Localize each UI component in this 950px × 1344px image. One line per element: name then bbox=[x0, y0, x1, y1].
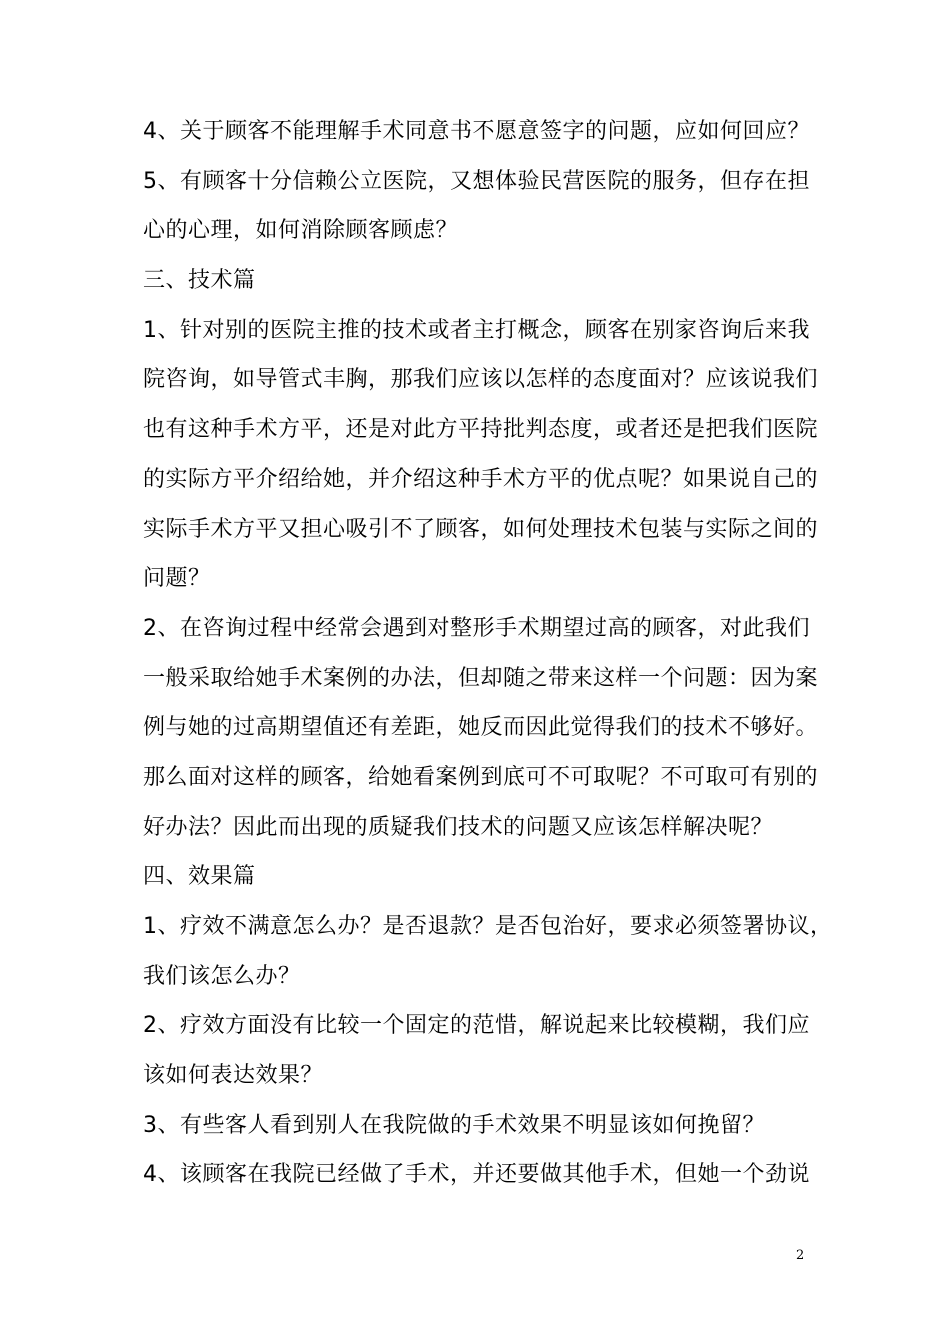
text-line: 那么面对这样的顾客，给她看案例到底可不可取呢？不可取可有别的 bbox=[143, 764, 819, 790]
text-line: 3、有些客人看到别人在我院做的手术效果不明显该如何挽留？ bbox=[143, 1112, 765, 1138]
page-number: 2 bbox=[796, 1248, 805, 1263]
text-line: 2、在咨询过程中经常会遇到对整形手术期望过高的顾客，对此我们 bbox=[143, 615, 810, 641]
text-line: 一般采取给她手术案例的办法，但却随之带来这样一个问题：因为案 bbox=[143, 665, 819, 691]
section-heading: 四、效果篇 bbox=[143, 864, 256, 890]
text-line: 1、疗效不满意怎么办？是否退款？是否包治好，要求必须签署协议， bbox=[143, 914, 833, 939]
text-line: 5、有顾客十分信赖公立医院，又想体验民营医院的服务，但存在担 bbox=[143, 168, 810, 194]
text-line: 实际手术方平又担心吸引不了顾客，如何处理技术包装与实际之间的 bbox=[143, 516, 819, 542]
body-text bbox=[143, 107, 833, 1200]
text-line: 该如何表达效果？ bbox=[143, 1063, 324, 1089]
text-line: 好办法？因此而出现的质疑我们技术的问题又应该怎样解决呢？ bbox=[143, 814, 774, 840]
text-line: 4、该顾客在我院已经做了手术，并还要做其他手术，但她一个劲说 bbox=[143, 1162, 810, 1188]
text-line: 的实际方平介绍给她，并介绍这种手术方平的优点呢？如果说自己的 bbox=[143, 466, 819, 492]
text-line: 问题？ bbox=[143, 566, 211, 592]
text-line: 心的心理，如何消除顾客顾虑？ bbox=[143, 218, 459, 244]
section-heading: 三、技术篇 bbox=[143, 268, 256, 294]
text-line: 4、关于顾客不能理解手术同意书不愿意签字的问题，应如何回应？ bbox=[143, 119, 810, 144]
text-line: 也有这种手术方平，还是对此方平持批判态度，或者还是把我们医院 bbox=[143, 417, 819, 443]
text-line: 2、疗效方面没有比较一个固定的范惜，解说起来比较模糊，我们应 bbox=[143, 1013, 810, 1039]
text-line: 我们该怎么办？ bbox=[143, 963, 301, 989]
text-line: 1、针对别的医院主推的技术或者主打概念，顾客在别家咨询后来我 bbox=[143, 317, 810, 343]
text-line: 院咨询，如导管式丰胸，那我们应该以怎样的态度面对？应该说我们 bbox=[143, 367, 819, 393]
text-line: 例与她的过高期望值还有差距，她反而因此觉得我们的技术不够好。 bbox=[143, 715, 819, 741]
